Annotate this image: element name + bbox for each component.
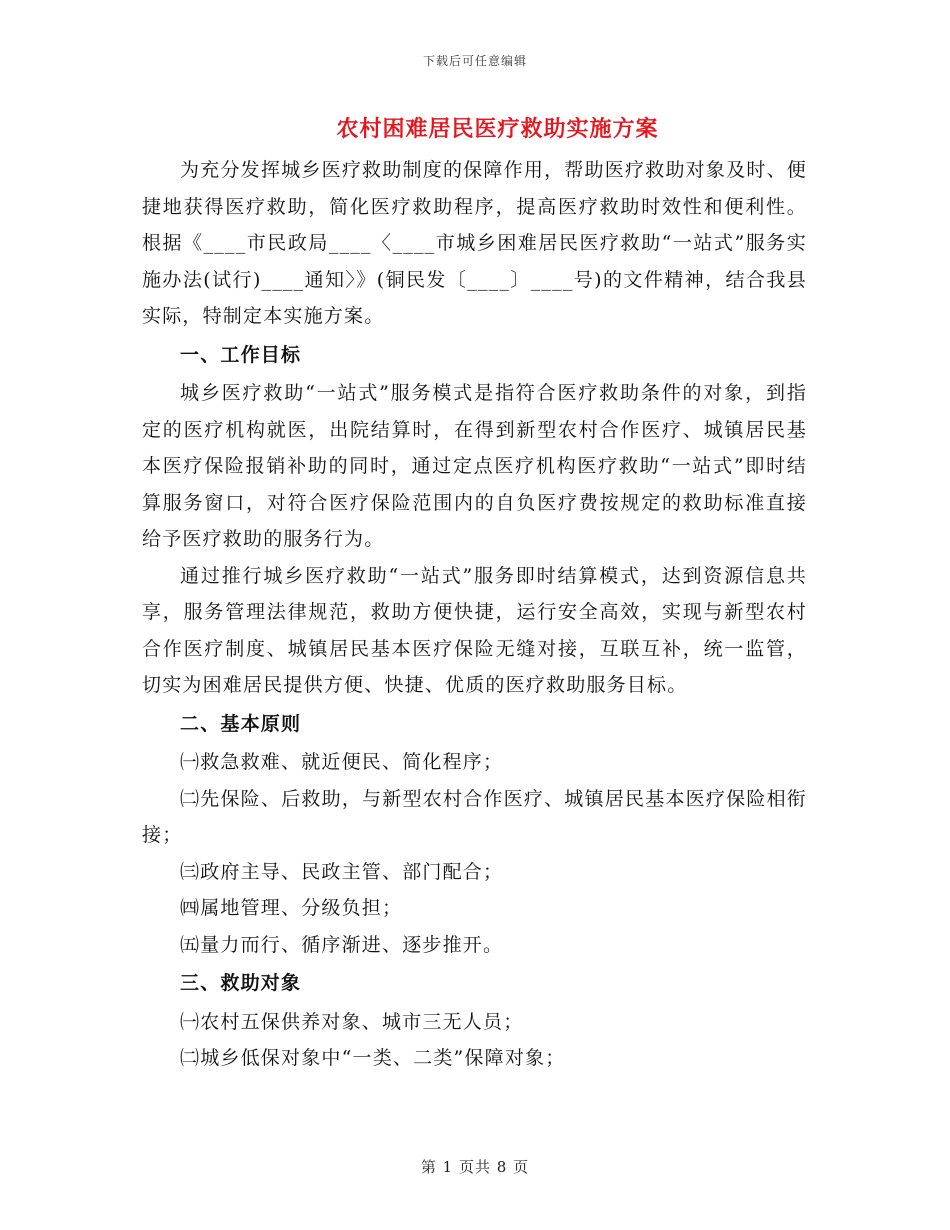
paragraph: 通过推行城乡医疗救助“一站式”服务即时结算模式，达到资源信息共享，服务管理法律规范，救助方便快捷，运行安全高效，实现与新型农村合作医疗制度、城镇居民基本医疗保险无缝对接，互联互补，统一监管，切实为困难居民提供方便、快捷、优质的医疗救助服务目标。 [142, 564, 807, 696]
page-number: 第 1 页共 8 页 [420, 1158, 530, 1176]
paragraph: 城乡医疗救助“一站式”服务模式是指符合医疗救助条件的对象，到指定的医疗机构就医，出院结算时，在得到新型农村合作医疗、城镇居民基本医疗保险报销补助的同时，通过定点医疗机构医疗救助“一站式”即时结算服务窗口，对符合医疗保险范围内的自负医疗费按规定的救助标准直接给予医疗救助的服务行为。 [142, 382, 807, 550]
list-item: ㈤量力而行、循序渐进、逐步推开。 [180, 933, 504, 956]
document-body [142, 152, 807, 1077]
intro-paragraph: 为充分发挥城乡医疗救助制度的保障作用，帮助医疗救助对象及时、便捷地获得医疗救助，简化医疗救助程序，提高医疗救助时效性和便利性。根据《____市民政局____〈____市城乡困难居民医疗救助“一站式”服务实施办法(试行)____通知〉》(铜民发〔____〕____号)的文件精神，结合我县实际，特制定本实施方案。 [142, 159, 807, 327]
document-title: 农村困难居民医疗救助实施方案 [336, 116, 659, 142]
list-item: ㈠农村五保供养对象、城市三无人员； [180, 1010, 524, 1033]
section-heading-basic-principles: 二、基本原则 [180, 712, 302, 735]
list-item: ㈠救急救难、就近便民、简化程序； [180, 751, 504, 773]
page-header-note: 下载后可任意编辑 [422, 54, 527, 68]
section-heading-work-goal: 一、工作目标 [180, 343, 302, 366]
list-item: ㈡先保险、后救助，与新型农村合作医疗、城镇居民基本医疗保险相衔接； [142, 787, 807, 846]
list-item: ㈣属地管理、分级负担； [180, 897, 403, 919]
section-heading-aid-targets: 三、救助对象 [180, 972, 302, 994]
list-item: ㈢政府主导、民政主管、部门配合； [180, 860, 504, 883]
list-item: ㈡城乡低保对象中“一类、二类”保障对象； [180, 1047, 566, 1069]
